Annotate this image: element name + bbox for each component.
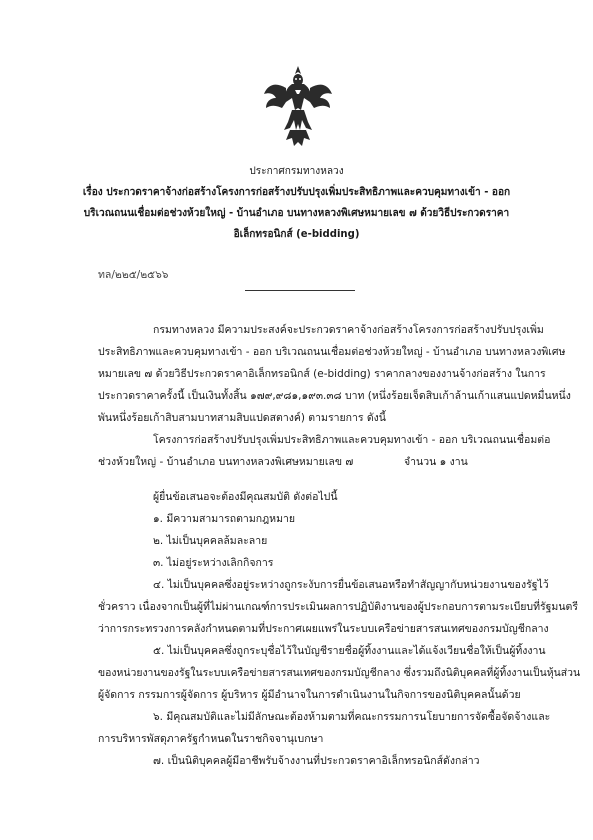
reference-number: ทล/๒๒๕/๒๕๖๖ <box>98 269 169 281</box>
qualification-item: ๗. เป็นนิติบุคคลผู้มีอาชีพรับจ้างงานที่ประกวดราคาอิเล็กทรอนิกส์ดังกล่าว <box>153 755 480 767</box>
body-line-1: กรมทางหลวง มีความประสงค์จะประกวดราคาจ้างก่อสร้างโครงการก่อสร้างปรับปรุงเพิ่ม <box>153 324 544 336</box>
project-line-2: ช่วงห้วยใหญ่ - บ้านอำเภอ บนทางหลวงพิเศษหมายเลข ๗ <box>98 456 354 468</box>
project-quantity: จำนวน ๑ งาน <box>404 456 468 468</box>
body-line-3: หมายเลข ๗ ด้วยวิธีประกวดราคาอิเล็กทรอนิกส์ (e-bidding) ราคากลางของงานจ้างก่อสร้าง ในการ <box>98 368 546 380</box>
qualification-item: ๖. มีคุณสมบัติและไม่มีลักษณะต้องห้ามตามที่คณะกรรมการนโยบายการจัดซื้อจัดจ้างและ <box>153 711 551 723</box>
qualification-item: ๕. ไม่เป็นบุคคลซึ่งถูกระบุชื่อไว้ในบัญชีรายชื่อผู้ทิ้งงานและได้แจ้งเวียนชื่อให้เป็นผู้ทิ้งงาน <box>153 645 546 657</box>
body-line-2: ประสิทธิภาพและควบคุมทางเข้า - ออก บริเวณถนนเชื่อมต่อช่วงห้วยใหญ่ - บ้านอำเภอ บนทางหลวงพิเศษ <box>98 346 566 358</box>
header-divider <box>245 290 355 291</box>
subject-line-2: บริเวณถนนเชื่อมต่อช่วงห้วยใหญ่ - บ้านอำเภอ บนทางหลวงพิเศษหมายเลข ๗ ด้วยวิธีประกวดราคา <box>83 207 510 219</box>
qualification-item: ผู้จัดการ กรรมการผู้จัดการ ผู้บริหาร ผู้มีอำนาจในการดำเนินงานในกิจการของนิติบุคคลนั้นด้วย <box>98 689 521 701</box>
body-line-4: ประกวดราคาครั้งนี้ เป็นเงินทั้งสิ้น ๑๗๙,๙๘๑,๑๙๓.๓๘ บาท (หนึ่งร้อยเจ็ดสิบเก้าล้านเก้าแสนแปดหมื่นหนึ่ง <box>98 390 571 402</box>
body-line-5: พันหนึ่งร้อยเก้าสิบสามบาทสามสิบแปดสตางค์) ตามรายการ ดังนี้ <box>98 412 386 424</box>
qualification-item: ของหน่วยงานของรัฐในระบบเครือข่ายสารสนเทศของกรมบัญชีกลาง ซึ่งรวมถึงนิติบุคคลที่ผู้ทิ้งงานเป็นหุ้นส่วน <box>98 667 581 679</box>
qualification-item: การบริหารพัสดุภาครัฐกำหนดในราชกิจจานุเบกษา <box>98 733 324 745</box>
qualification-item: ๒. ไม่เป็นบุคคลล้มละลาย <box>153 535 268 547</box>
qualification-item: ว่าการกระทรวงการคลังกำหนดตามที่ประกาศเผยแพร่ในระบบเครือข่ายสารสนเทศของกรมบัญชีกลาง <box>98 623 549 635</box>
qualification-item: ๓. ไม่อยู่ระหว่างเลิกกิจการ <box>153 557 274 569</box>
qualifications-heading: ผู้ยื่นข้อเสนอจะต้องมีคุณสมบัติ ดังต่อไปนี้ <box>153 491 338 503</box>
qualification-item: ๔. ไม่เป็นบุคคลซึ่งอยู่ระหว่างถูกระงับการยื่นข้อเสนอหรือทำสัญญากับหน่วยงานของรัฐไว้ <box>153 579 549 591</box>
issuer-title: ประกาศกรมทางหลวง <box>249 165 344 177</box>
garuda-emblem-icon <box>262 64 334 150</box>
qualification-item: ๑. มีความสามารถตามกฎหมาย <box>153 513 296 525</box>
subject-line-1: เรื่อง ประกวดราคาจ้างก่อสร้างโครงการก่อสร้างปรับปรุงเพิ่มประสิทธิภาพและควบคุมทางเข้า - ออก <box>82 186 511 198</box>
qualification-item: ชั่วคราว เนื่องจากเป็นผู้ที่ไม่ผ่านเกณฑ์การประเมินผลการปฏิบัติงานของผู้ประกอบการตามระเบียบที่รัฐมนตรี <box>98 601 578 613</box>
subject-line-3: อิเล็กทรอนิกส์ (e-bidding) <box>233 228 360 240</box>
project-line-1: โครงการก่อสร้างปรับปรุงเพิ่มประสิทธิภาพและควบคุมทางเข้า - ออก บริเวณถนนเชื่อมต่อ <box>153 434 551 446</box>
